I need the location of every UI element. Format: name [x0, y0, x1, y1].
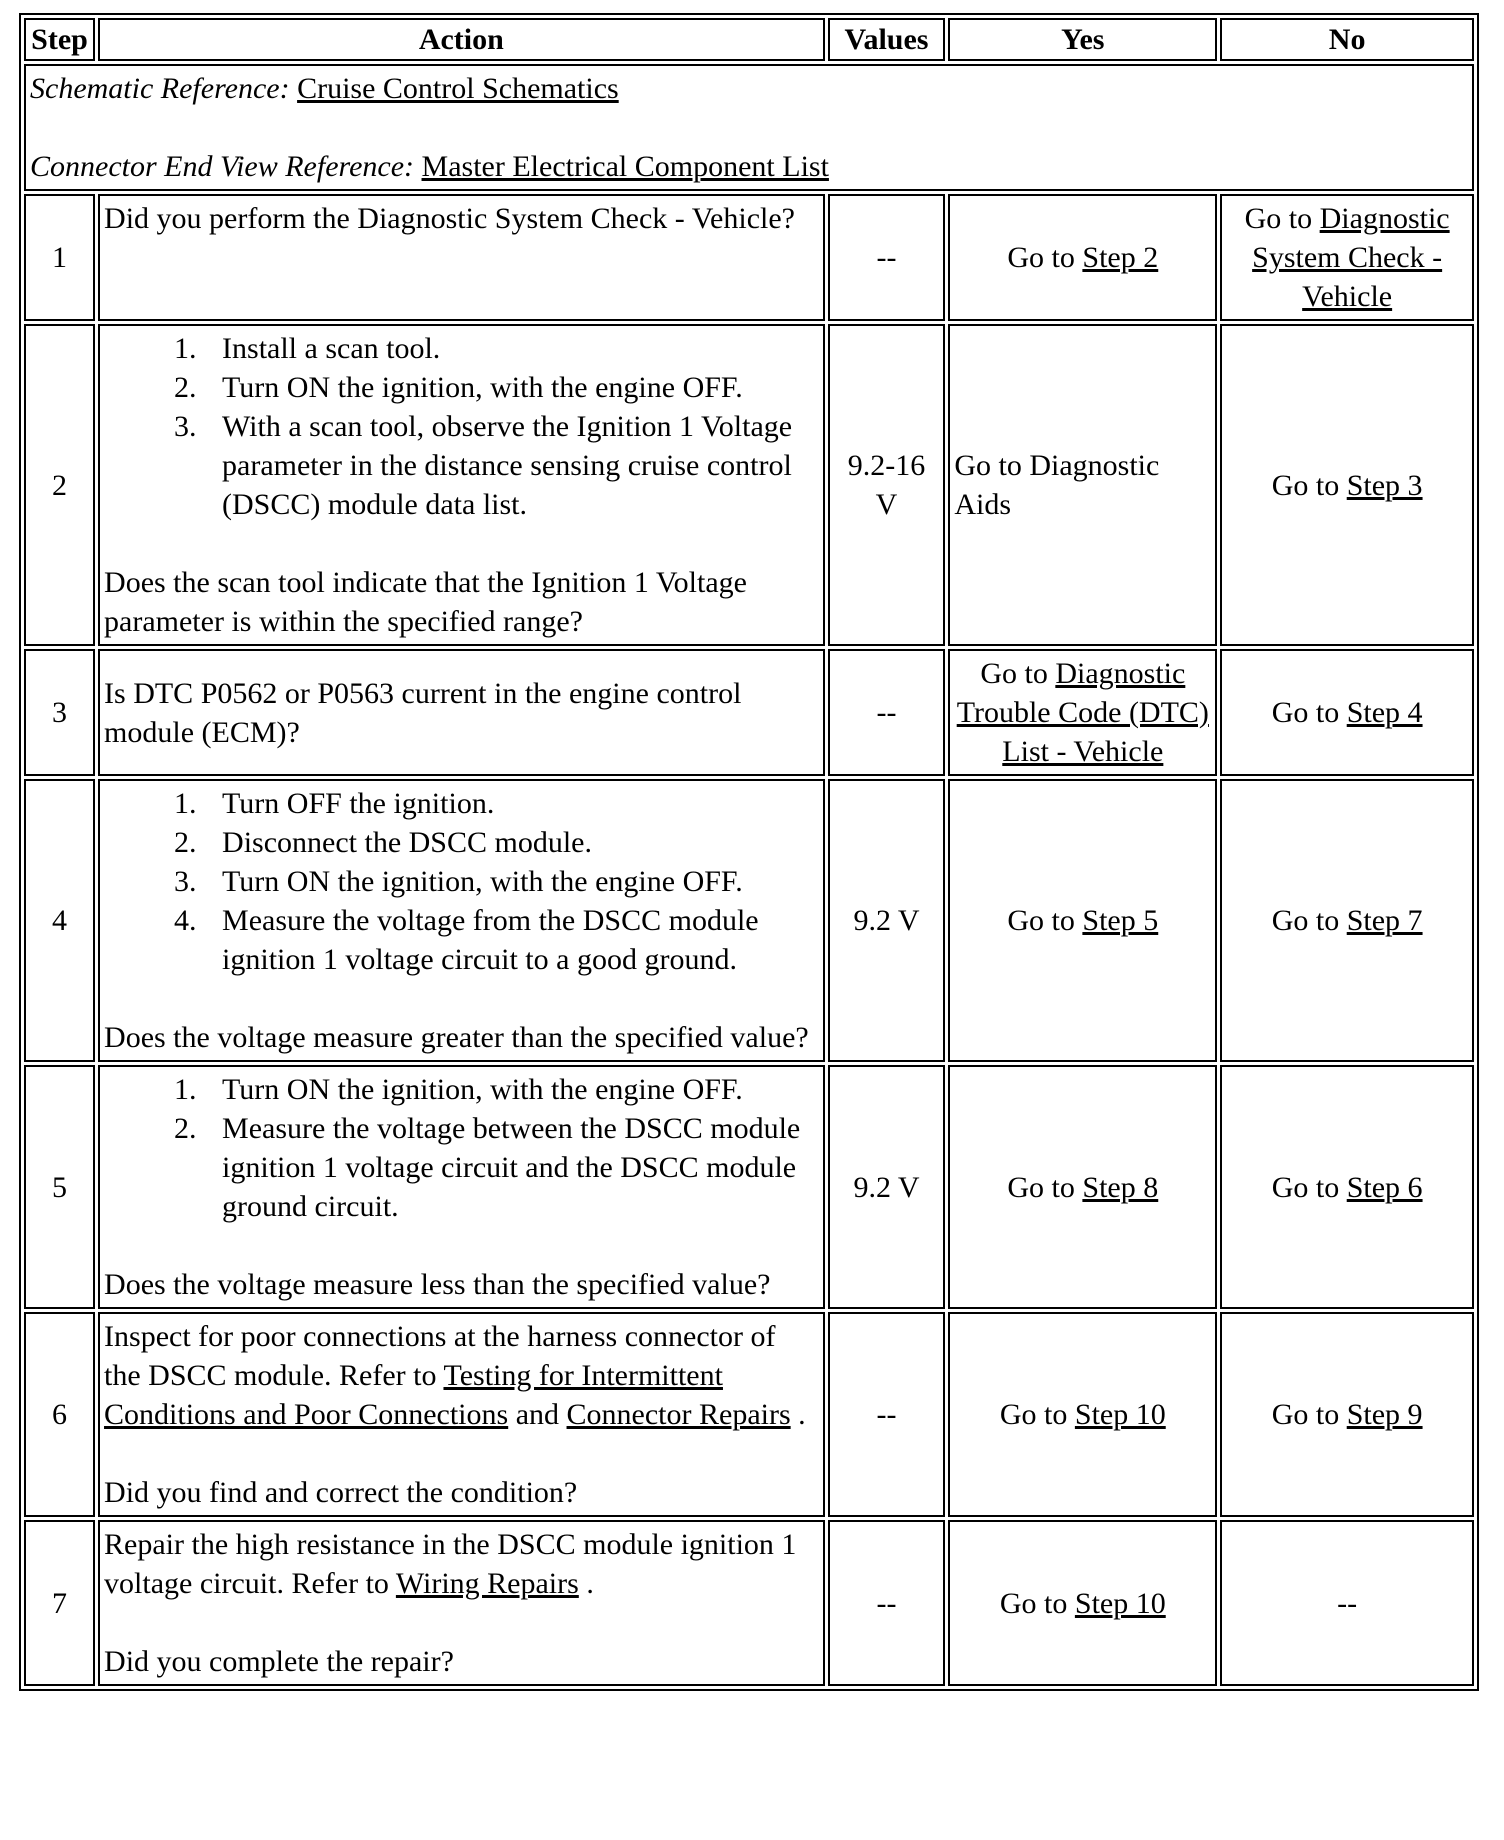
list-item: 2. Turn ON the ignition, with the engine OFF.: [204, 368, 819, 407]
no-cell: [1220, 194, 1474, 321]
value-cell: --: [828, 1312, 946, 1517]
yes-link[interactable]: Step 10: [1074, 1398, 1166, 1431]
action-question: Does the voltage measure less than the specified value?: [104, 1268, 771, 1301]
yes-cell: [948, 1520, 1217, 1686]
value-cell: --: [828, 649, 946, 776]
yes-cell: [948, 194, 1217, 321]
value-cell: --: [828, 1520, 946, 1686]
table-row: [24, 649, 1474, 776]
no-prefix: Go to: [1271, 1398, 1340, 1431]
no-prefix: Go to: [1271, 904, 1340, 937]
step-number: 4: [24, 779, 95, 1062]
no-cell: [1220, 324, 1474, 646]
no-cell: [1220, 649, 1474, 776]
yes-cell: [948, 1065, 1217, 1309]
no-prefix: Go to: [1244, 202, 1313, 235]
connector-reference-label: Connector End View Reference:: [30, 150, 415, 183]
diagnostic-table: [19, 13, 1479, 1691]
table-row: [24, 194, 1474, 321]
list-item: 2. Disconnect the DSCC module.: [204, 823, 819, 862]
yes-link[interactable]: Step 5: [1082, 904, 1159, 937]
yes-cell: [948, 1312, 1217, 1517]
reference-row: [24, 64, 1474, 191]
no-link[interactable]: Diagnostic System Check - Vehicle: [1252, 202, 1450, 313]
table-row: [24, 1520, 1474, 1686]
no-link[interactable]: Step 4: [1346, 696, 1423, 729]
reference-cell: [24, 64, 1474, 191]
action-cell: [98, 1065, 825, 1309]
yes-link[interactable]: Step 8: [1082, 1170, 1159, 1204]
no-cell: [1220, 1065, 1474, 1309]
no-link[interactable]: Step 6: [1346, 1170, 1423, 1204]
step-number: 3: [24, 649, 95, 776]
header-yes: Yes: [948, 18, 1217, 61]
table-row: [24, 779, 1474, 1062]
yes-cell: [948, 779, 1217, 1062]
action-text: Repair the high resistance in the DSCC module ignition 1 voltage circuit. Refer to: [104, 1528, 797, 1600]
no-prefix: Go to: [1271, 1170, 1340, 1204]
step-number: 7: [24, 1520, 95, 1686]
step-number: 2: [24, 324, 95, 646]
yes-prefix: Go to: [1007, 241, 1075, 274]
no-link[interactable]: Step 9: [1346, 1398, 1423, 1431]
no-link[interactable]: Step 7: [1346, 904, 1423, 937]
no-link[interactable]: Step 3: [1346, 468, 1423, 502]
header-step: Step: [24, 18, 95, 61]
value-cell: 9.2 V: [828, 779, 946, 1062]
step-number: 1: [24, 194, 95, 321]
action-cell: [98, 779, 825, 1062]
action-cell: [98, 194, 825, 321]
table-row: [24, 1065, 1474, 1309]
wiring-repairs-link[interactable]: Wiring Repairs: [395, 1567, 579, 1600]
list-item: 4. Measure the voltage from the DSCC module ignition 1 voltage circuit to a good ground.: [204, 901, 819, 979]
value-cell: 9.2 V: [828, 1065, 946, 1309]
header-action: Action: [98, 18, 825, 61]
action-text-period: .: [586, 1567, 594, 1600]
schematic-reference-link[interactable]: Cruise Control Schematics: [297, 72, 619, 105]
table-row: [24, 324, 1474, 646]
list-item: 1. Turn OFF the ignition.: [204, 784, 819, 823]
no-prefix: Go to: [1271, 696, 1340, 729]
action-text: Inspect for poor connections at the harness connector of the DSCC module. Refer to: [104, 1320, 776, 1392]
action-question: Did you complete the repair?: [104, 1645, 454, 1678]
action-text-and: and: [515, 1398, 560, 1431]
step-number: 6: [24, 1312, 95, 1517]
yes-link[interactable]: Step 2: [1082, 241, 1159, 274]
table-row: [24, 1312, 1474, 1517]
yes-prefix: Go to: [999, 1586, 1068, 1620]
yes-cell: [948, 649, 1217, 776]
action-question: Does the scan tool indicate that the Ignition 1 Voltage parameter is within the specified range?: [104, 566, 747, 638]
list-item: 2. Measure the voltage between the DSCC module ignition 1 voltage circuit and the DSCC module ground circuit.: [204, 1109, 819, 1226]
list-item: 3. Turn ON the ignition, with the engine OFF.: [204, 862, 819, 901]
header-no: No: [1220, 18, 1474, 61]
header-row: [24, 18, 1474, 61]
yes-link[interactable]: Step 10: [1074, 1586, 1166, 1620]
header-values: Values: [828, 18, 946, 61]
no-cell: --: [1220, 1520, 1474, 1686]
yes-prefix: Go to: [980, 657, 1048, 690]
schematic-reference-label: Schematic Reference:: [30, 72, 290, 105]
action-question: Is DTC P0562 or P0563 current in the engine control module (ECM)?: [104, 676, 742, 749]
action-list: [104, 1070, 819, 1226]
action-list: [104, 784, 819, 979]
connector-repairs-link[interactable]: Connector Repairs: [566, 1398, 791, 1431]
action-text-period: .: [798, 1398, 806, 1431]
list-item: 3. With a scan tool, observe the Ignition 1 Voltage parameter in the distance sensing cruise control (DSCC) module data list.: [204, 407, 819, 524]
action-cell: [98, 649, 825, 776]
action-question: Does the voltage measure greater than the specified value?: [104, 1021, 809, 1054]
step-number: 5: [24, 1065, 95, 1309]
action-cell: [98, 324, 825, 646]
action-cell: [98, 1312, 825, 1517]
yes-link[interactable]: Diagnostic Trouble Code (DTC) List - Vehicle: [956, 657, 1209, 768]
list-item: 1. Install a scan tool.: [204, 329, 819, 368]
no-cell: [1220, 1312, 1474, 1517]
connector-reference-link[interactable]: Master Electrical Component List: [421, 150, 829, 183]
action-list: [104, 329, 819, 524]
yes-prefix: Go to: [999, 1398, 1068, 1431]
list-item: 1. Turn ON the ignition, with the engine OFF.: [204, 1070, 819, 1109]
value-cell: 9.2-16 V: [828, 324, 946, 646]
action-question: Did you find and correct the condition?: [104, 1476, 578, 1509]
action-question: Did you perform the Diagnostic System Check - Vehicle?: [104, 202, 795, 235]
no-prefix: Go to: [1271, 468, 1340, 502]
yes-cell: Go to Diagnostic Aids: [948, 324, 1217, 646]
action-cell: [98, 1520, 825, 1686]
yes-prefix: Go to: [1007, 1170, 1075, 1204]
testing-intermittent-link[interactable]: Testing for Intermittent Conditions and Poor Connections: [104, 1359, 723, 1431]
yes-prefix: Go to: [1007, 904, 1075, 937]
no-cell: [1220, 779, 1474, 1062]
value-cell: --: [828, 194, 946, 321]
